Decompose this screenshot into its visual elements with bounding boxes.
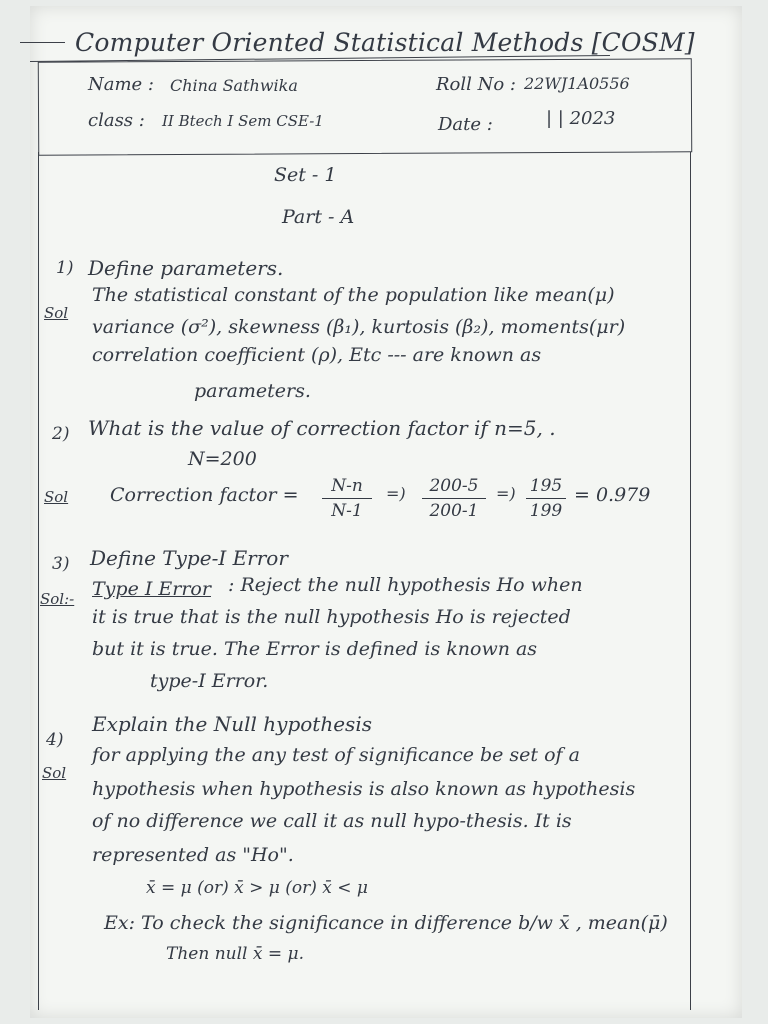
notebook-page	[30, 6, 742, 1018]
fraction-formula	[322, 476, 372, 521]
title-dash	[20, 42, 65, 43]
q3-answer-line: it is true that is the null hypothesis Ho is rejected	[92, 606, 571, 628]
fraction-bar	[526, 498, 566, 499]
frame-left	[38, 152, 39, 1010]
q3-answer-line: but it is true. The Error is defined is known as	[92, 638, 538, 660]
q4-answer-line: hypothesis when hypothesis is also known as hypothesis	[92, 778, 636, 800]
q3-answer-line: : Reject the null hypothesis Ho when	[228, 574, 583, 596]
q1-sol-mark: Sol	[44, 304, 69, 322]
implies-sign: =)	[386, 484, 406, 503]
fraction-simplified	[526, 476, 566, 521]
fraction-numerator: 195	[529, 476, 563, 496]
type-i-error-term: Type I Error	[92, 578, 211, 600]
q4-answer-line: represented as "Ho".	[92, 844, 294, 866]
q2-question: What is the value of correction factor if n=5, .	[88, 416, 556, 440]
q2-sol-mark: Sol	[44, 488, 69, 506]
q3-sol-mark: Sol:-	[40, 590, 75, 608]
q1-answer-line: variance (σ²), skewness (β₁), kurtosis (β₂), moments(μr)	[92, 316, 626, 338]
q2-question-line2: N=200	[188, 448, 257, 470]
roll-value: 22WJ1A0556	[524, 74, 630, 93]
q4-sol-mark: Sol	[42, 764, 67, 782]
roll-label: Roll No :	[436, 74, 516, 95]
name-label: Name :	[88, 74, 154, 95]
fraction-denominator: N-1	[331, 501, 363, 521]
fraction-numerator: N-n	[331, 476, 363, 496]
q4-number: 4)	[46, 730, 64, 750]
fraction-bar	[422, 498, 486, 499]
page-title: Computer Oriented Statistical Methods [COSM]	[75, 28, 695, 57]
q4-answer-line: of no difference we call it as null hypo-thesis. It is	[92, 810, 572, 832]
correction-factor-label: Correction factor =	[110, 484, 299, 506]
date-label: Date :	[438, 114, 493, 135]
part-heading: Part - A	[282, 206, 355, 228]
fraction-denominator: 199	[529, 501, 563, 521]
fraction-substituted	[422, 476, 486, 521]
set-heading: Set - 1	[274, 164, 337, 186]
q1-answer-line: The statistical constant of the population like mean(μ)	[92, 284, 615, 306]
fraction-bar	[322, 498, 372, 499]
q3-question: Define Type-I Error	[90, 546, 288, 570]
class-label: class :	[88, 110, 145, 131]
header-box	[38, 58, 692, 155]
q1-answer-line: parameters.	[194, 380, 311, 402]
fraction-numerator: 200-5	[429, 476, 479, 496]
correction-factor-result: = 0.979	[574, 484, 651, 506]
fraction-denominator: 200-1	[429, 501, 479, 521]
date-value: | | 2023	[546, 108, 616, 129]
q4-question: Explain the Null hypothesis	[92, 712, 372, 736]
q4-example-line: Ex: To check the significance in difference b/w x̄ , mean(μ̄)	[104, 912, 668, 934]
q1-question: Define parameters.	[88, 256, 284, 280]
q1-answer-line: correlation coefficient (ρ), Etc --- are known as	[92, 344, 542, 366]
class-value: II Btech I Sem CSE-1	[162, 112, 324, 130]
q4-example-line: Then null x̄ = μ.	[166, 944, 304, 964]
name-value: China Sathwika	[170, 76, 298, 95]
q2-number: 2)	[52, 424, 70, 444]
q4-answer-line: for applying the any test of significance be set of a	[92, 744, 580, 766]
q4-relations-line: x̄ = μ (or) x̄ > μ (or) x̄ < μ	[146, 878, 368, 898]
q3-number: 3)	[52, 554, 70, 574]
q1-number: 1)	[56, 258, 74, 278]
implies-sign: =)	[496, 484, 516, 503]
frame-right	[690, 152, 691, 1010]
q3-answer-line: type-I Error.	[150, 670, 269, 692]
